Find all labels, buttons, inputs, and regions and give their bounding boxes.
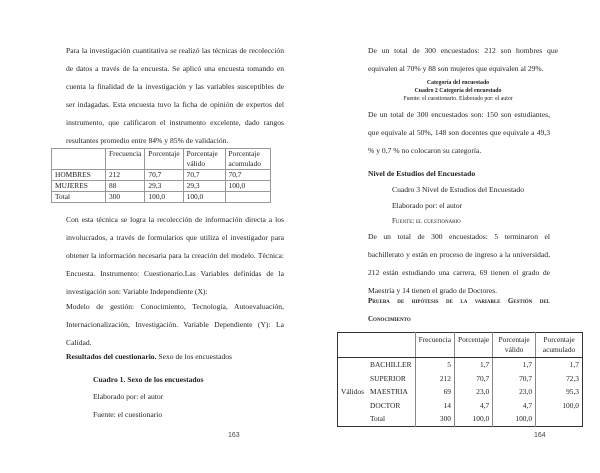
header-cell: Porcentaje acumulado xyxy=(225,149,270,170)
cell: 69 xyxy=(415,385,454,399)
cell: SUPERIOR xyxy=(370,373,406,383)
cell: 212 xyxy=(106,170,145,181)
cell: 14 xyxy=(415,399,454,413)
paragraph-sex-summary: De un total de 300 encuestados: 212 son hombres que equivalen al 70% y 88 son mujeres que equivalen al 29%. xyxy=(368,46,558,73)
results-heading xyxy=(66,352,232,361)
cell: MUJERES xyxy=(52,181,106,192)
header-cell xyxy=(52,149,106,170)
cell: 70,7 xyxy=(493,372,536,386)
table-row xyxy=(338,385,583,399)
paragraph-category-summary: De un total de 300 encuestados son: 150 son estudiantes, que equivale al 50%, 148 son docentes que equivale a 49,3 % y 0,7 % no colocaron su categoría. xyxy=(368,110,550,155)
header-cell: Porcentaje válido xyxy=(183,149,225,170)
cell: MAESTRIA xyxy=(370,387,408,396)
header-cell: Frecuencia xyxy=(106,149,145,170)
cell: 70,7 xyxy=(145,170,183,181)
cell: 72,3 xyxy=(536,372,583,386)
cell: 95,3 xyxy=(536,385,583,399)
hypothesis-heading: Prueba de hipótesis de la variable Gestión del Conocimiento xyxy=(368,297,550,323)
nivel-heading: Nivel de Estudios del Encuestado xyxy=(368,169,476,178)
header-cell: Porcentaje válido xyxy=(493,333,536,358)
cell: 23,0 xyxy=(455,385,493,399)
cell: 4,7 xyxy=(493,399,536,413)
cell: 100,0 xyxy=(536,399,583,413)
cell: 1,7 xyxy=(536,358,583,372)
paragraph-technique: Con esta técnica se logra la recolección de información directa a los involucrados, a través de formularios que utiliza el investigador para obtener la información necesaria para la creación del modelo. Técnica: Encuesta. Instrumento: Cuestionario.Las Variables definidas de la investigación son: Variable Independiente (X): xyxy=(66,215,284,296)
elaborado-text: Elaborado por: el autor xyxy=(93,392,164,401)
cell: 29,3 xyxy=(145,181,183,192)
cuadro-3-caption: Cuadro 3 Nivel de Estudios del Encuestado xyxy=(392,185,525,194)
cell: 100,0 xyxy=(145,192,183,203)
table-row xyxy=(338,372,583,386)
cell: 212 xyxy=(415,372,454,386)
header-cell: Porcentaje xyxy=(145,149,183,170)
elaborado-text: Elaborado por: el autor xyxy=(392,201,463,210)
cell: Total xyxy=(370,414,386,423)
sex-table xyxy=(51,148,271,203)
cell: 23,0 xyxy=(493,385,536,399)
header-cell: Porcentaje xyxy=(455,333,493,358)
cell xyxy=(225,192,270,203)
cell: 70,7 xyxy=(225,170,270,181)
table-row xyxy=(338,412,583,426)
table-row xyxy=(338,358,583,372)
table-row xyxy=(338,399,583,413)
cell: 29,3 xyxy=(183,181,225,192)
table-row xyxy=(52,181,271,192)
results-text: Sexo de los encuestados xyxy=(156,352,232,361)
table-row xyxy=(52,192,271,203)
cell: 70,7 xyxy=(183,170,225,181)
cuadro-1-caption: Cuadro 1. Sexo de los encuestados xyxy=(93,375,204,384)
studies-table xyxy=(337,332,583,427)
header-cell: Porcentaje acumulado xyxy=(536,333,583,358)
cell: 100,0 xyxy=(455,412,493,426)
paragraph-methodology: Para la investigación cuantitativa se realizó las técnicas de recolección de datos a través de la encuesta. Se aplicó una encuesta tomando en cuenta la finalidad de la investigación y las variables susceptibles de ser indagadas. Esta encuesta tuvo la ficha de opinión de expertos del instrumento, que calificaron el instrumento excelente, dado rangos resultantes promedio entre 84% y 85% de validación. xyxy=(66,46,284,145)
cell: 300 xyxy=(106,192,145,203)
cell: 5 xyxy=(415,358,454,372)
page-number: 163 xyxy=(228,432,240,439)
cell: BACHILLER xyxy=(370,360,412,369)
table-header-row xyxy=(52,149,271,170)
page-164 xyxy=(300,0,600,473)
group-label: Válidos xyxy=(341,387,364,396)
cell: Total xyxy=(52,192,106,203)
fuente-text: Fuente: el cuestionario xyxy=(392,217,461,225)
cell: 100,0 xyxy=(225,181,270,192)
cell: 1,7 xyxy=(493,358,536,372)
cell: HOMBRES xyxy=(52,170,106,181)
cell: 88 xyxy=(106,181,145,192)
cell: DOCTOR xyxy=(370,400,401,410)
cuadro-2-source: Fuente: el cuestionario. Elaborado por: el autor xyxy=(403,96,513,102)
fuente-text: Fuente: el cuestionario xyxy=(93,410,163,419)
header-cell xyxy=(338,333,416,358)
results-bold: Resultados del cuestionario. xyxy=(66,352,157,361)
paragraph-studies-summary: De un total de 300 encuestados: 5 terminaron el bachillerato y están en proceso de ingreso a la universidad, 212 están estudiando una carrera, 69 tienen el grado de Maestría y 14 tienen el grado de Doctores. xyxy=(368,232,550,295)
cell: 1,7 xyxy=(455,358,493,372)
page-number: 164 xyxy=(534,432,546,439)
header-cell: Frecuencia xyxy=(415,333,454,358)
table-row xyxy=(52,170,271,181)
cuadro-2-caption: Cuadro 2 Categoría del encuestado xyxy=(414,88,502,94)
cell: 4,7 xyxy=(455,399,493,413)
table-header-row xyxy=(338,333,583,358)
paragraph-variables: Modelo de gestión: Conocimiento, Tecnología, Autoevaluación, Internacionalización, Investigación. Variable Dependiente (Y): La Calidad. xyxy=(66,302,284,347)
category-title: Categoría del encuestado xyxy=(426,80,490,86)
cell: 300 xyxy=(415,412,454,426)
cell: 100,0 xyxy=(183,192,225,203)
cell: 70,7 xyxy=(455,372,493,386)
cell: 100,0 xyxy=(493,412,536,426)
cell xyxy=(536,412,583,426)
